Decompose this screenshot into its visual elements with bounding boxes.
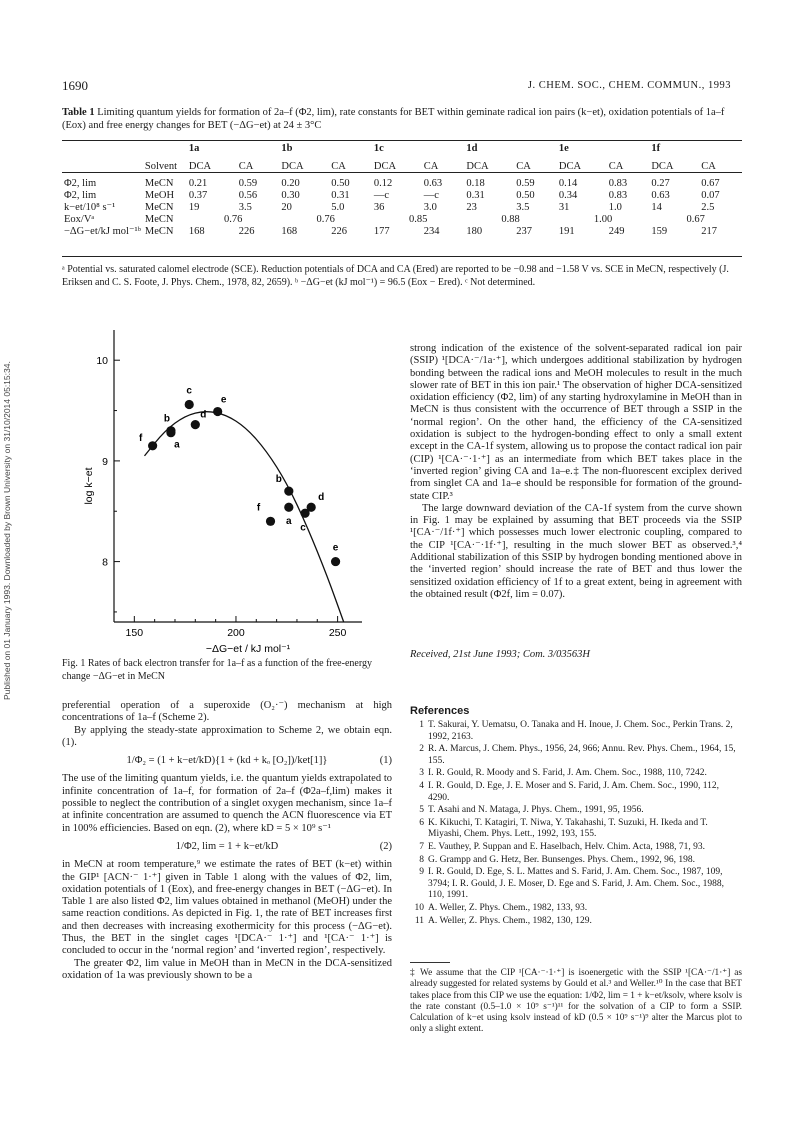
table-footnote: ᵃ Potential vs. saturated calomel electrode (SCE). Reduction potentials of DCA and CA (Ered) are reported to be −0.98 and −1.58 V vs. SCE in MeCN, respectively (J. Eriksen and C. S. Foote, J. Phys. Chem., 1978, 82, 2659). ᵇ −ΔG−et (kJ mol⁻¹) = 96.5 (Eox − Ered). ᶜ Not determined.: [62, 264, 729, 288]
table-cell: —c: [373, 189, 390, 201]
plot-axes: [114, 330, 362, 622]
reference-text: A. Weller, Z. Phys. Chem., 1982, 133, 93.: [428, 902, 588, 913]
data-point: [284, 503, 293, 512]
table-cell: 0.50: [516, 189, 535, 201]
data-point: [307, 503, 316, 512]
references-list: [410, 720, 742, 928]
reference-number: 9: [419, 867, 424, 878]
table-cell: 226: [331, 225, 348, 237]
table-cell: 1.00: [593, 213, 613, 225]
table-cell: 234: [423, 225, 440, 237]
left-paragraph-5: The greater Φ2, lim value in MeOH than in MeCN in the DCA-sensitized oxidation of 1a was previously shown to be a: [62, 957, 392, 981]
table-cell: 5.0: [331, 201, 345, 213]
row-solvent: MeCN: [144, 177, 174, 189]
equation-2: [62, 841, 392, 853]
reference-text: A. Weller, Z. Phys. Chem., 1982, 130, 129.: [428, 915, 592, 926]
row-solvent: MeCN: [144, 201, 174, 213]
point-label: d: [200, 409, 207, 421]
reference-text: I. R. Gould, D. Ege, S. L. Mattes and S. Farid, J. Am. Chem. Soc., 1987, 109, 3794; I. R. Gould, J. E. Moser, D. Ege and S. Farid, J. Am. Chem. Soc., 1988, 110, 1991.: [428, 867, 724, 901]
reference-item: [410, 842, 742, 854]
reference-text: I. R. Gould, R. Moody and S. Farid, J. Am. Chem. Soc., 1988, 110, 7242.: [428, 768, 707, 779]
equation-1-number: (1): [379, 755, 392, 767]
table-cell: 0.50: [331, 177, 350, 189]
subheader-cell: DCA: [281, 160, 304, 172]
table-cell: 14: [651, 201, 662, 213]
reference-item: [410, 744, 742, 767]
subheader-cell: CA: [238, 160, 254, 172]
reference-item: [410, 805, 742, 817]
reference-text: T. Asahi and N. Mataga, J. Phys. Chem., 1991, 95, 1956.: [428, 805, 644, 816]
point-label: c: [186, 385, 192, 397]
reference-text: E. Vauthey, P. Suppan and E. Haselbach, Helv. Chim. Acta, 1988, 71, 93.: [428, 841, 705, 852]
right-column-text: [410, 343, 742, 601]
table-row: [62, 201, 742, 213]
data-table: [62, 142, 742, 237]
table-row: [62, 225, 742, 237]
reference-number: 4: [419, 780, 424, 791]
table-cell: 2.5: [701, 201, 715, 213]
left-paragraph-2: By applying the steady-state approximation to Scheme 2, we obtain eqn. (1).: [62, 724, 392, 748]
row-label: Φ2, lim: [64, 189, 97, 201]
row-label: −ΔG−et/kJ mol⁻¹ᵇ: [64, 226, 141, 237]
reference-item: [410, 781, 742, 804]
table-cell: 0.83: [608, 177, 628, 189]
y-tick-label: 8: [102, 556, 108, 569]
compound-1b: 1b: [281, 142, 293, 154]
table-cell: 0.63: [651, 189, 670, 201]
table-cell: 159: [651, 225, 668, 237]
reference-number: 2: [419, 744, 424, 755]
equation-2-text: 1/Φ2, lim = 1 + k−et/kD: [175, 840, 279, 852]
y-tick-label: 9: [102, 455, 108, 468]
table-compound-row: [62, 142, 742, 154]
compound-1a: 1a: [188, 142, 200, 154]
row-solvent: MeOH: [144, 189, 175, 201]
equation-1: [62, 755, 392, 767]
data-point: [185, 400, 194, 409]
table-cell: 0.83: [608, 189, 628, 201]
subheader-cell: CA: [331, 160, 346, 172]
table-cell: 0.85: [408, 213, 428, 225]
table-cell: 0.14: [558, 177, 578, 189]
equation-1-text: 1/Φ₂ = (1 + k−et/kD){1 + (kd + kₒ [O₂])/ket[1]}: [126, 755, 328, 767]
table-cell: 0.76: [316, 213, 335, 225]
subheader-cell: CA: [423, 160, 439, 172]
table-cell: 3.5: [238, 201, 252, 213]
table-cell: 0.67: [686, 213, 705, 225]
right-paragraph-2: The large downward deviation of the CA-1f system from the curve shown in Fig. 1 may be explained by assuming that BET proceeds via the SSIP ¹[CA·⁻/1f·⁺] which possesses much lower electronic coupling, compared to the CIP ¹[CA·⁻·1f·⁺], resulting in the much slower BET as observed.³,⁴ Additional stabilization of this SSIP by hydrogen bonding mentioned above in the ‘inverted region’ should increase the rate of BET and thus lower the sensitized oxidation efficiency of 1f to a great extent, being in agreement with the obtained result (Φ2f, lim = 0.07).: [410, 502, 742, 600]
table-top-rule: [62, 140, 742, 141]
table-cell: 1.0: [608, 201, 622, 213]
table-cell: 168: [188, 225, 205, 237]
figure-caption: Fig. 1 Rates of back electron transfer for 1a–f as a function of the free-energy change −ΔG−et in MeCN: [62, 658, 372, 682]
table-cell: 0.63: [423, 177, 443, 189]
table-cell: 0.31: [331, 189, 350, 201]
table-row: [62, 189, 742, 201]
y-tick-label: 10: [96, 355, 108, 368]
journal-header: J. CHEM. SOC., CHEM. COMMUN., 1993: [527, 80, 731, 91]
subheader-cell: DCA: [651, 160, 674, 172]
reference-item: [410, 768, 742, 780]
left-paragraph-1: preferential operation of a superoxide (O₂·⁻) mechanism at high concentrations of 1a–f (Scheme 2).: [62, 700, 392, 724]
table-cell: 177: [373, 225, 390, 237]
table-cell: 0.12: [373, 177, 393, 189]
reference-text: T. Sakurai, Y. Uematsu, O. Tanaka and H. Inoue, J. Chem. Soc., Perkin Trans. 2, 1992, 2163.: [428, 720, 733, 742]
compound-1c: 1c: [373, 142, 384, 154]
point-label: e: [220, 394, 227, 406]
footnote-rule: [410, 962, 450, 963]
table-cell: 0.88: [501, 213, 520, 225]
data-point: [266, 517, 275, 526]
table-caption: [62, 106, 742, 132]
reference-number: 10: [414, 902, 424, 913]
subheader-cell: DCA: [466, 160, 489, 172]
table-cell: 3.5: [516, 201, 530, 213]
double-dagger-footnote: ‡ We assume that the CIP ¹[CA·⁻·1·⁺] is isoenergetic with the SSIP ¹[CA·⁻/1·⁺] as already suggested for related systems by Gould et al.³ and Weller.¹⁰ In the case that BET takes place from this CIP we use the equation: 1/Φ2, lim = 1 + k−et/ksolv, where ksolv is the rate constant (0.5–1.0 × 10⁹ s⁻¹)¹¹ for the solvation of a CIP to form a SSIP. Calculation of k−et using ksolv instead of kD (0.5 × 10⁹ s⁻¹)⁹ alter the Marcus plot to only a slight extent.: [410, 968, 742, 1035]
table-cell: 180: [466, 225, 483, 237]
data-point: [148, 441, 157, 450]
reference-number: 11: [414, 915, 424, 926]
table-cell: 0.27: [651, 177, 670, 189]
reference-item: [410, 720, 742, 743]
table-cell: 0.59: [238, 177, 258, 189]
x-tick-label: 250: [328, 627, 347, 639]
subheader-cell: CA: [701, 160, 716, 172]
table-cell: 19: [188, 201, 200, 213]
point-label: c: [300, 522, 306, 534]
table-cell: 249: [608, 225, 625, 237]
reference-number: 3: [419, 768, 424, 779]
subheader-cell: CA: [608, 160, 624, 172]
reference-text: G. Grampp and G. Hetz, Ber. Bunsenges. Phys. Chem., 1992, 96, 198.: [428, 854, 696, 865]
data-point: [284, 487, 293, 496]
data-points: [139, 386, 340, 567]
table-cell: 23: [466, 201, 477, 213]
marcus-plot: [62, 320, 397, 660]
reference-item: [410, 867, 742, 902]
table-cell: 217: [701, 225, 717, 237]
table-cell: 0.30: [281, 189, 300, 201]
x-tick-label: 200: [227, 627, 245, 639]
subheader-cell: DCA: [558, 160, 582, 172]
table-cell: 191: [558, 225, 575, 237]
left-column-text: [62, 700, 392, 982]
table-subheader-row: [62, 160, 742, 173]
subheader-cell: Solvent: [144, 160, 178, 172]
reference-number: 1: [419, 720, 424, 730]
point-label: b: [163, 413, 170, 425]
table-cell: —c: [423, 189, 439, 201]
table-cell: 0.20: [281, 177, 300, 189]
reference-item: [410, 855, 742, 867]
received-line: Received, 21st June 1993; Com. 3/03563H: [410, 649, 590, 660]
left-paragraph-3: The use of the limiting quantum yields, i.e. the quantum yields extrapolated to infinite concentration of 1a–f, for formation of 2a–f (Φ2a–f,lim) makes it possible to neglect the contribution of a singlet oxygen mechanism, since 1a–f at infinite concentration are assumed to quench the ACN fluorescence via ET in 100% efficiencies. Based on eqn. (2), where kD = 5 × 10⁹ s⁻¹: [62, 773, 392, 834]
table-cell: 0.18: [466, 177, 485, 189]
table-cell: 168: [281, 225, 298, 237]
table-cell: 36: [373, 201, 385, 213]
reference-number: 8: [419, 854, 424, 865]
table-row: [62, 177, 742, 189]
table-bottom-rule: [62, 256, 742, 257]
reference-number: 6: [419, 817, 424, 828]
compound-1f: 1f: [651, 142, 661, 154]
table-cell: 20: [281, 201, 292, 213]
data-point: [331, 557, 340, 566]
row-label: Eox/Vᵃ: [64, 213, 95, 225]
table-cell: 0.56: [238, 189, 258, 201]
subheader-cell: CA: [516, 160, 531, 172]
point-label: a: [174, 439, 180, 451]
table-cell: 0.59: [516, 177, 535, 189]
page-number: 1690: [62, 78, 88, 93]
reference-item: [410, 818, 742, 841]
table-cell: 0.76: [223, 213, 243, 225]
reference-text: R. A. Marcus, J. Chem. Phys., 1956, 24, 966; Annu. Rev. Phys. Chem., 1964, 15, 155.: [428, 744, 736, 766]
reference-item: [410, 903, 742, 915]
table-cell: 3.0: [423, 201, 437, 213]
table-cell: 31: [558, 201, 570, 213]
table-cell: 0.31: [466, 189, 485, 201]
equation-2-number: (2): [379, 840, 392, 852]
x-tick-label: 150: [125, 627, 144, 639]
references-heading: References: [410, 705, 470, 717]
row-solvent: MeCN: [144, 213, 174, 225]
download-side-note: Published on 01 January 1993. Downloaded by Brown University on 31/10/2014 05:15:34.: [2, 361, 12, 700]
row-label: k−et/10⁸ s⁻¹: [64, 202, 116, 213]
table-cell: 0.37: [188, 189, 208, 201]
x-axis-label: −ΔG−et / kJ mol⁻¹: [205, 643, 291, 655]
point-label: b: [275, 474, 282, 486]
subheader-cell: DCA: [373, 160, 397, 172]
data-point: [191, 420, 200, 429]
row-label: Φ2, lim: [64, 177, 97, 189]
data-point: [166, 426, 175, 435]
reference-number: 5: [419, 805, 424, 816]
point-label: d: [318, 492, 325, 504]
row-solvent: MeCN: [144, 225, 174, 237]
point-label: e: [332, 542, 339, 554]
reference-text: I. R. Gould, D. Ege, J. E. Moser and S. Farid, J. Am. Chem. Soc., 1990, 112, 4290.: [428, 780, 719, 803]
point-label: f: [138, 432, 143, 444]
point-label: a: [286, 516, 292, 528]
table-label: Table 1: [62, 107, 95, 118]
right-paragraph-1: strong indication of the existence of the solvent-separated radical ion pair (SSIP) ¹[DCA·⁻/1a·⁺], which undergoes additional stabilization by hydrogen bonding between the radical ions and MeOH molecules to result in the much slower rate of BET in this ion pair.¹ The observation of higher DCA-sensitized oxidation efficiency (Φ2, lim) of any starting hydroxylamine in MeOH than in MeCN is thus consistent with the occurrence of BET through a SSIP in the ‘normal region’. On the other hand, the efficiency of the CA-sensitized oxidation is subject to the hydrogen-bonding effect to only a small extent except in the CA-1f system, allowing us to propose the contact radical ion pair (CIP) ¹[CA·⁻·1·⁺] as an intermediate from which BET takes place in the ‘inverted region’ giving CA and 1a–e.‡ The non-fluorescent exciplex derived from singlet CA and 1a–e should be responsible for formation of the ground-state CIP.³: [410, 343, 742, 502]
point-label: f: [256, 502, 261, 514]
table-cell: 0.67: [701, 177, 720, 189]
y-axis-label: log k−et: [83, 467, 95, 505]
data-point: [213, 407, 222, 416]
table-cell: 0.07: [701, 189, 720, 201]
left-paragraph-4: in MeCN at room temperature,⁹ we estimate the rates of BET (k−et) within the GIP¹ [ACN·⁻ 1·⁺] given in Table 1 along with the values of Φ2, lim, oxidation potentials of 1 (Eox), and free-energy changes in BET (−ΔG−et). In Table 1 are also listed Φ2, lim values obtained in methanol (MeOH) under the same reaction conditions. As depicted in Fig. 1, the rate of BET increases first and then decreases with increasing exothermicity for this process (−ΔG−et). Thus, the BET in the singlet cages ¹[DCA·⁻ 1·⁺] and ¹[CA·⁻ 1·⁺] is concluded to occur in the ‘normal region’ and ‘inverted region’, respectively.: [62, 859, 392, 957]
compound-1d: 1d: [466, 142, 478, 154]
reference-item: [410, 916, 742, 928]
table-caption-text: Limiting quantum yields for formation of 2a–f (Φ2, lim), rate constants for BET within geminate radical ion pairs (k−et), oxidation potentials of 1a–f (Eox) and free energy changes for BET (−ΔG−et) at 24 ± 3°C: [62, 107, 725, 131]
subheader-cell: DCA: [188, 160, 212, 172]
reference-number: 7: [419, 841, 424, 852]
table-cell: 226: [238, 225, 255, 237]
table-cell: 237: [516, 225, 532, 237]
table-cell: 0.34: [558, 189, 578, 201]
compound-1e: 1e: [558, 142, 569, 154]
table-row: [62, 213, 742, 225]
table-cell: 0.21: [188, 177, 208, 189]
reference-text: K. Kikuchi, T. Katagiri, T. Niwa, Y. Takahashi, T. Suzuki, H. Ikeda and T. Miyashi, Chem. Phys. Lett., 1992, 193, 155.: [428, 817, 708, 840]
